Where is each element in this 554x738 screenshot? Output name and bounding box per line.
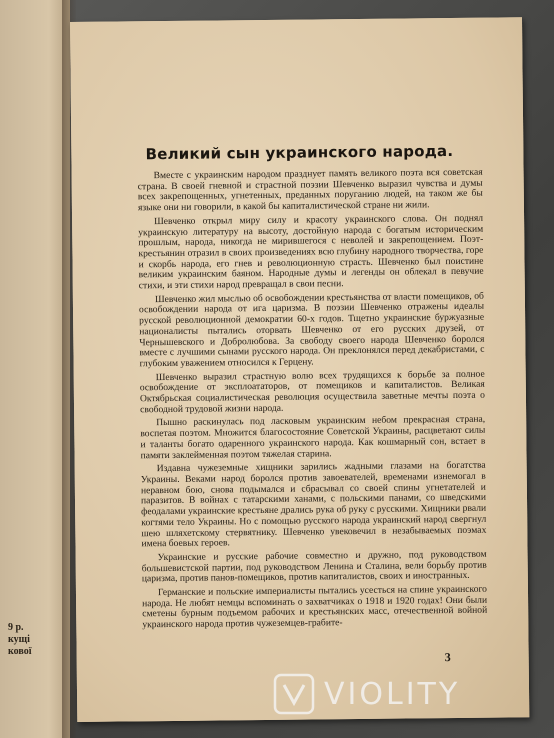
document-page: [70, 17, 529, 722]
paragraph: Шевченко жил мыслью об освобождении крестьянства от власти помещиков, об освобождении народа от ига царизма. В поэзии Шевченко отражены идеалы русской революционной демократии 60-х годов. Тщетно украинские буржуазные националисты пытались оторвать Шевченко от его русских друзей, от Чернышевского и Добролюбова. За свободу своего народа Шевченко боролся вместе с лучшими сынами русского народа. Он преклонялся перед декабристами, с глубоким уважением относился к Герцену.: [138, 290, 485, 370]
article-body: [138, 168, 488, 634]
page-number: 3: [444, 650, 451, 665]
paragraph: Шевченко выразил страстную волю всех трудящихся к борьбе за полное освобождение от эксплоататоров, от помещиков и капиталистов. Великая Октябрьская социалистическая революция осуществила заветные мечты поэта о свободной трудовой жизни народа.: [139, 368, 485, 416]
paragraph: Германские и польские империалисты пытались усесться на спине украинского народа. Не любят немцы вспоминать о захватчиках о 1918 и 1920 годах! Они были сметены бурным подъемом рабочих и крестьянских масс, отечественной войной украинского народа против чужеземцев-грабите-: [142, 583, 488, 631]
watermark: [272, 666, 542, 722]
watermark-text: VIOLITY: [324, 676, 461, 712]
paragraph: Издавна чужеземные хищники зарились жадными глазами на богатства Украины. Веками народ боролся против завоевателей, временами изнемогал в неравном бою, снова подымался и сбрасывал со своей спины угнетателей и паразитов. В войнах с татарскими ханами, с польскими панами, со шведскими феодалами украинские крестьяне дрались рука об руку с русскими. Хищники рвали когтями тело Украины. Но с помощью русского народа украинский народ свергнул шею шляхетскому стервятнику. Шевченко увековечил в незабываемых поэмах имена боевых героев.: [140, 459, 487, 550]
left-page-fragment: кової: [8, 646, 32, 657]
left-page-fragment: кущі: [8, 634, 30, 645]
paragraph: Вместе с украинским народом празднует память великого поэта вся советская страна. В своей гневной и страстной поэзии Шевченко выразил чувства и думы всех закрепощенных, угнетенных, преданных поруганию людей, на таком же бы языке они ни говорили, в какой бы капиталистической стране ни жили.: [137, 166, 483, 214]
paragraph: Шевченко открыл миру силу и красоту украинского слова. Он поднял украинскую литературу на высоту, достойную народа с богатым историческим прошлым, народа, никогда не мирившегося с неволей и закрепощением. Поэт-крестьянин отразил в своих произведениях всю глубину народного творчества, горе и скорбь народа, его гнев и революционную страсть. Шевченко был поистине великим украинским баяном. Народные думы и легенды он облекал в певучие стихи, и эти стихи народ превращал в свои песни.: [138, 212, 484, 292]
left-page-edge: [0, 0, 70, 738]
paragraph: Пышно раскинулась под ласковым украинским небом прекрасная страна, воспетая поэтом. Множится благосостояние Советской Украины, расцветают силы и таланты богато одаренного украинского народа. Как кошмарный сон, встает в памяти заклейменная поэтом тяжелая старина.: [140, 414, 486, 461]
paragraph: Украинские и русские рабочие совместно и дружно, под руководством большевистской партии, под руководством Ленина и Сталина, вели борьбу против царизма, против панов-помещиков, против капиталистов, своих и иностранных.: [141, 548, 487, 585]
violity-logo-icon: [272, 672, 316, 716]
left-page-fragment: 9 р.: [8, 622, 24, 633]
page-title: Великий сын украинского народа.: [145, 141, 454, 164]
